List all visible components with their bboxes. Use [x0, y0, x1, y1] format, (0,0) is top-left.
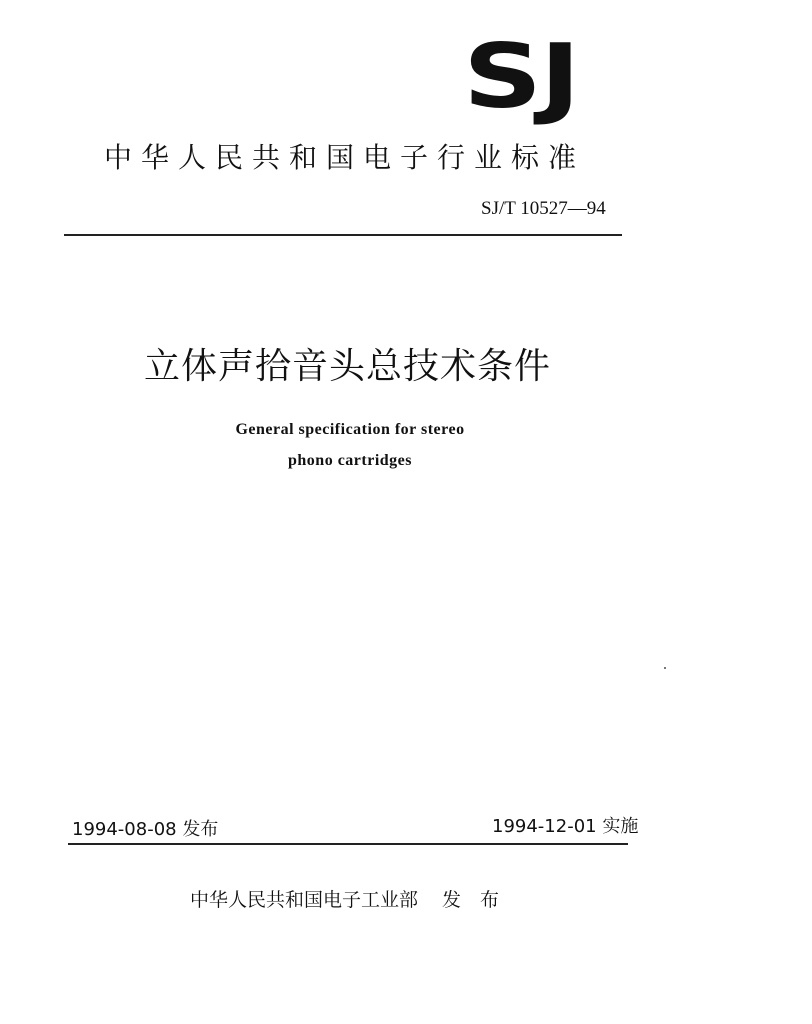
issuer-name: 中华人民共和国电子工业部 [190, 889, 419, 911]
standard-number: SJ/T 10527—94 [481, 198, 606, 219]
implementation-date: 1994-12-01 实施 [492, 816, 639, 837]
scan-speck [664, 667, 666, 669]
issuer-action: 发 布 [442, 889, 500, 911]
top-divider [64, 234, 622, 236]
document-title-english-line2: phono cartridges [288, 452, 412, 469]
issuer-block [190, 886, 499, 914]
issue-date: 1994-08-08 发布 [72, 819, 219, 840]
document-title-english-line1: General specification for stereo [235, 421, 465, 438]
bottom-divider [68, 843, 628, 845]
document-title-chinese: 立体声拾音头总技术条件 [144, 346, 552, 387]
header-title: 中华人民共和国电子行业标准 [104, 141, 586, 174]
sj-logo: SJ [463, 25, 579, 128]
